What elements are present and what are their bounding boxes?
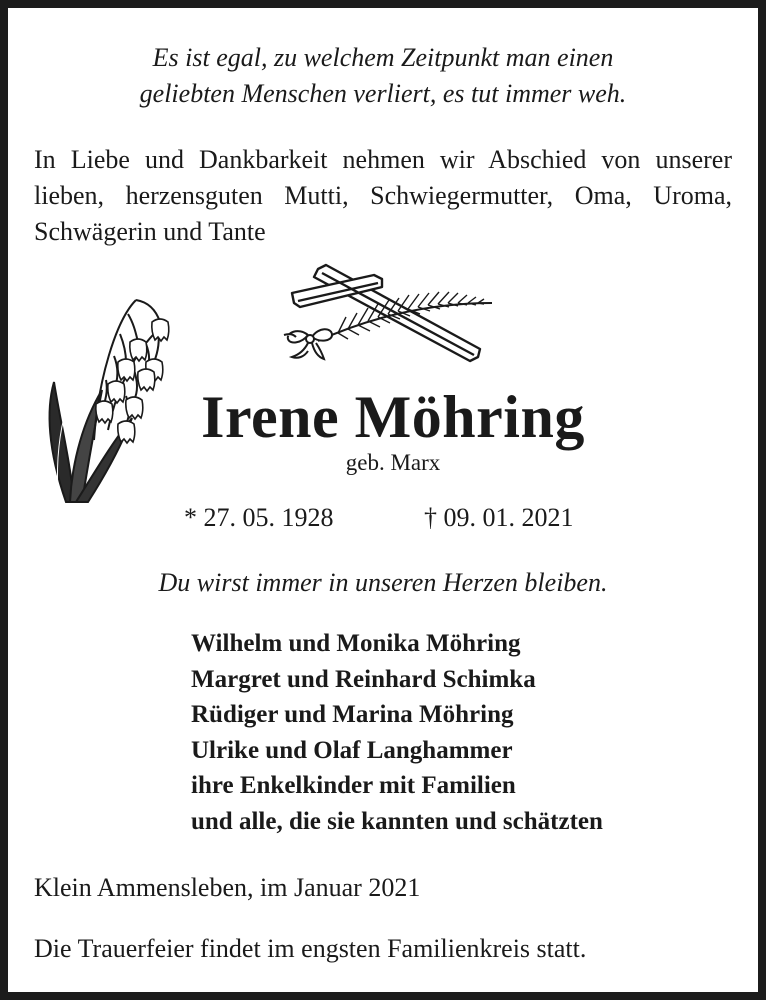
mourner-line: Wilhelm und Monika Möhring <box>191 630 521 657</box>
motto-line-2: geliebten Menschen verliert, es tut immer weh. <box>139 79 627 108</box>
birth-name: geb. Marx <box>345 450 441 475</box>
birth-date: * 27. 05. 1928 <box>184 503 334 532</box>
mourner-line: und alle, die sie kannten und schätzten <box>191 807 603 835</box>
intro-text: In Liebe und Dankbarkeit nehmen wir Abschied von unserer lieben, herzensguten Mutti, Schwiegermutter, Oma, Uroma, Schwägerin und Tante <box>34 145 732 246</box>
cross-with-palm-branch-icon <box>278 263 503 368</box>
mourner-line: Ulrike und Olaf Langhammer <box>191 736 513 764</box>
mourners-list <box>191 626 603 840</box>
mourner-line: Rüdiger und Marina Möhring <box>191 701 514 729</box>
motto <box>8 40 758 112</box>
place-and-date: Klein Ammensleben, im Januar 2021 <box>34 873 421 902</box>
mourner-line: ihre Enkelkinder mit Familien <box>191 772 516 800</box>
ceremony-note: Die Trauerfeier findet im engsten Familienkreis statt. <box>34 934 587 963</box>
deceased-name: Irene Möhring <box>201 384 585 450</box>
motto-line-1: Es ist egal, zu welchem Zeitpunkt man einen <box>152 43 614 72</box>
life-dates <box>184 501 574 535</box>
death-date: † 09. 01. 2021 <box>424 503 574 532</box>
mourner-line: Margret und Reinhard Schimka <box>191 665 536 693</box>
farewell-line: Du wirst immer in unseren Herzen bleiben. <box>158 568 608 597</box>
